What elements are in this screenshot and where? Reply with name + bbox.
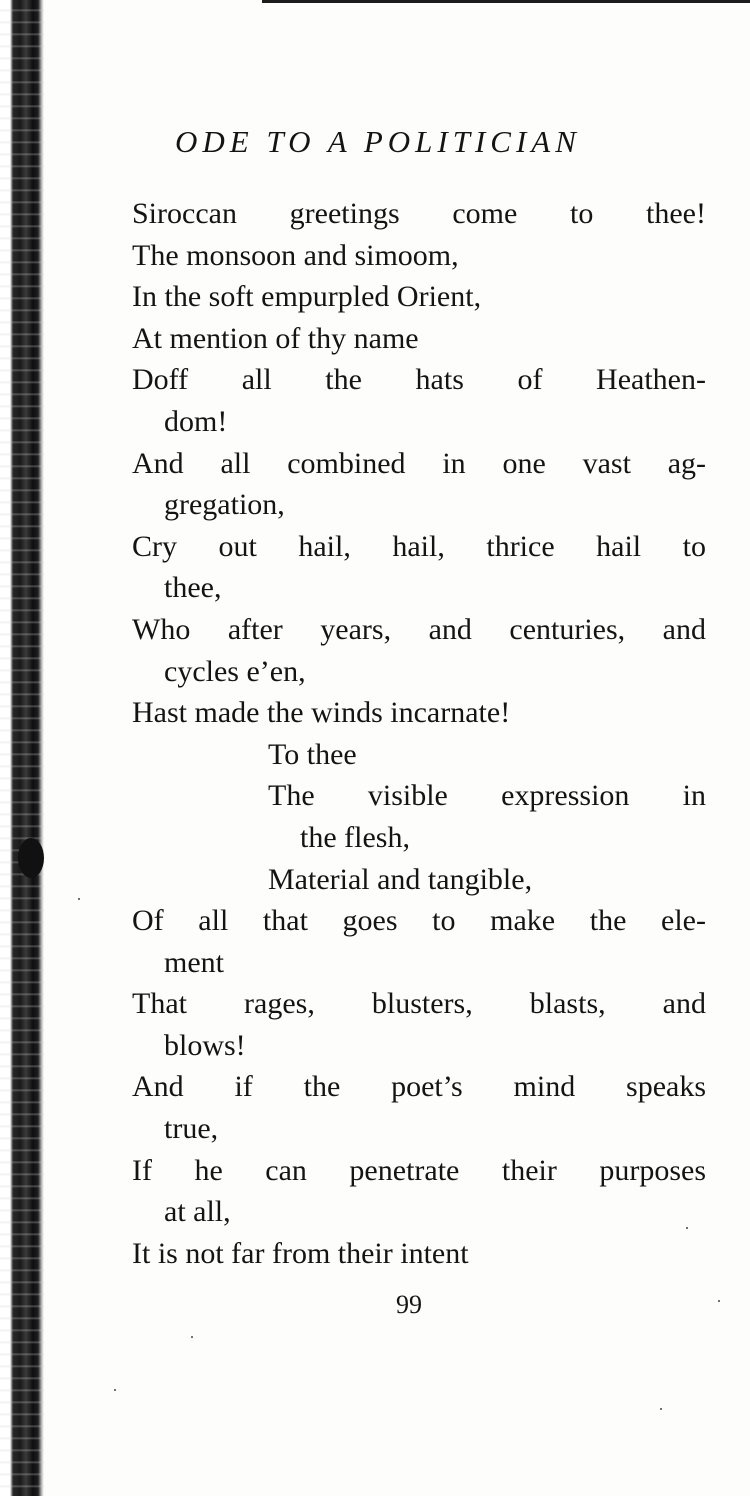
poem-line: Hast made the winds incarnate! [132,696,511,730]
poem-line-indented: To thee [268,737,357,771]
poem-line-continuation: ment [164,945,224,979]
poem-line: Siroccan greetings come to thee! [132,197,706,230]
page-number: 99 [396,1290,422,1319]
poem-line: If he can penetrate their purposes [132,1153,706,1187]
poem-line: In the soft empurpled Orient, [132,280,482,314]
print-speck [78,898,80,900]
poem-line: Who after years, and centuries, and [132,612,706,646]
poem-line: And all combined in one vast ag- [132,446,706,480]
poem-line-continuation: at all, [164,1195,231,1229]
print-speck [718,1300,720,1302]
book-binding-edge [0,0,44,1496]
poem-line: It is not far from their intent [132,1236,469,1270]
poem-line-indented: Material and tangible, [268,862,533,896]
poem-title: ODE TO A POLITICIAN [175,124,581,159]
poem-line: Doff all the hats of Heathen- [132,363,706,397]
poem-line: The monsoon and simoom, [132,238,459,272]
binding-mark [18,838,44,878]
poem-line: At mention of thy name [132,321,419,355]
print-speck [686,1227,688,1229]
print-speck [114,1389,116,1391]
poem-line: And if the poet’s mind speaks [132,1070,706,1104]
poem-body [132,193,706,1274]
poem-line-continuation: blows! [164,1028,246,1062]
poem-line-continuation: gregation, [164,488,285,522]
poem-line-continuation: true, [164,1112,219,1146]
poem-line-continuation: thee, [164,571,222,605]
poem-line-continuation: dom! [164,404,228,438]
poem-line-indented: The visible expression in [268,779,706,813]
top-rule [262,0,750,4]
print-speck [191,1336,193,1338]
poem-line: That rages, blusters, blasts, and [132,987,706,1021]
poem-line: Cry out hail, hail, thrice hail to [132,529,706,563]
poem-line-continuation: the flesh, [300,820,410,854]
poem-line: Of all that goes to make the ele- [132,904,706,938]
poem-line-continuation: cycles e’en, [164,654,306,688]
print-speck [660,1408,662,1410]
